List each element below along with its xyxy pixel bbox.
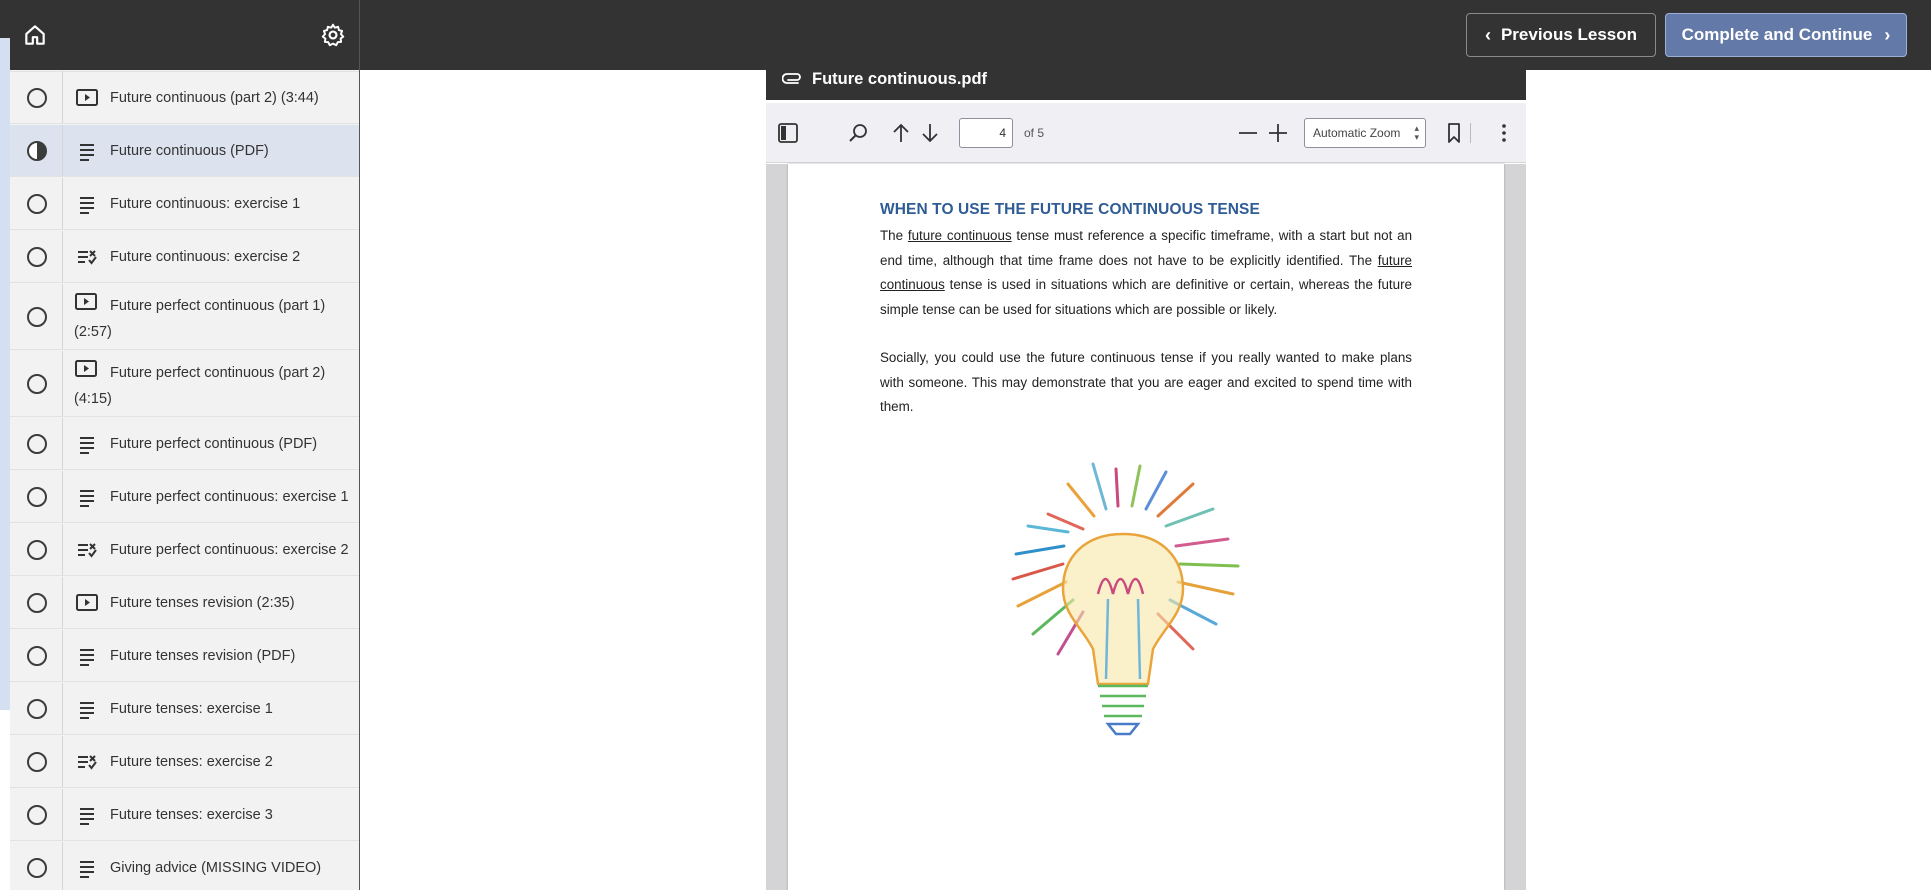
sidebar-lesson-item[interactable] <box>10 125 360 177</box>
zoom-select[interactable] <box>1304 118 1426 148</box>
text-lines-icon <box>75 805 99 825</box>
divider <box>62 471 63 522</box>
sidebar-lesson-title: Future perfect continuous (part 1) (2:57) <box>74 297 326 340</box>
sidebar-lesson-title: Future perfect continuous (part 2) (4:15) <box>74 364 326 407</box>
page-heading: WHEN TO USE THE FUTURE CONTINUOUS TENSE <box>880 201 1260 218</box>
status-circle-icon <box>27 752 47 772</box>
sidebar-lesson-item[interactable] <box>10 471 360 523</box>
quiz-icon <box>75 540 99 560</box>
zoom-in-icon[interactable] <box>1266 121 1290 145</box>
quiz-icon <box>75 752 99 772</box>
sidebar-lesson-title: Future perfect continuous: exercise 2 <box>110 541 349 558</box>
text-lines-icon <box>75 646 99 666</box>
zoom-out-icon[interactable] <box>1236 121 1260 145</box>
sidebar-lesson-title: Future perfect continuous (PDF) <box>110 435 318 452</box>
pdf-viewer-area[interactable] <box>766 164 1526 890</box>
sidebar-lesson-title: Future tenses: exercise 1 <box>110 700 273 717</box>
find-icon[interactable] <box>846 121 870 145</box>
sidebar-accent-strip <box>0 38 10 710</box>
p1-text-e: tense is used in situations which are definitive or certain, whereas the future simple tense can be used for situations which are possible or likely. <box>880 277 1412 317</box>
paragraph-2: Socially, you could use the future continuous tense if you really wanted to make plans with someone. This may demonstrate that you are eager and excited to spend time with them. <box>880 350 1412 415</box>
sidebar-lesson-title: Future tenses: exercise 3 <box>110 806 273 823</box>
toolbar-separator <box>1470 123 1471 143</box>
divider <box>62 70 63 71</box>
divider <box>62 418 63 469</box>
sidebar-lesson-title: Future tenses: exercise 2 <box>110 753 273 770</box>
video-icon <box>74 359 98 387</box>
status-circle-icon <box>27 858 47 878</box>
sidebar-lesson-item[interactable] <box>10 284 360 350</box>
sidebar-lesson-item[interactable] <box>10 524 360 576</box>
page-number-input[interactable] <box>959 118 1013 148</box>
sidebar-lesson-title-wrap <box>74 292 354 344</box>
status-circle-icon <box>27 247 47 267</box>
divider <box>62 789 63 840</box>
p1-text-a: The <box>880 228 908 243</box>
zoom-value: Automatic Zoom <box>1313 126 1401 140</box>
sidebar-lesson-title: Future perfect continuous: exercise 1 <box>110 488 349 505</box>
sidebar-lesson-item[interactable] <box>10 178 360 230</box>
paragraph-1 <box>880 224 1412 322</box>
video-icon <box>75 88 99 108</box>
text-lines-icon <box>75 858 99 878</box>
pdf-toolbar <box>766 103 1526 163</box>
more-tools-icon[interactable] <box>1492 121 1516 145</box>
page-count-label: of 5 <box>1024 126 1045 140</box>
divider <box>62 284 63 349</box>
sidebar-lesson-title-wrap <box>74 359 354 411</box>
divider <box>62 630 63 681</box>
home-icon[interactable] <box>22 22 48 48</box>
sidebar-lesson-item[interactable] <box>10 231 360 283</box>
half-circle-progress-icon <box>27 141 47 161</box>
p1-link-future-continuous-2: future continuous <box>880 252 1412 293</box>
divider <box>62 72 63 123</box>
pdf-title-bar <box>766 58 1526 100</box>
sidebar-lesson-title: Giving advice (MISSING VIDEO) <box>110 859 322 876</box>
sidebar-lesson-item[interactable] <box>10 736 360 788</box>
text-lines-icon <box>75 434 99 454</box>
sidebar-divider <box>359 0 360 890</box>
status-circle-icon <box>27 593 47 613</box>
sidebar-lesson-title: Future continuous: exercise 1 <box>110 195 301 212</box>
sidebar-lesson-item[interactable] <box>10 418 360 470</box>
sidebar-lesson-item[interactable] <box>10 577 360 629</box>
previous-lesson-label: Previous Lesson <box>1500 25 1638 44</box>
divider <box>62 842 63 890</box>
text-lines-icon <box>75 487 99 507</box>
arrow-down-icon[interactable] <box>918 121 942 145</box>
status-circle-icon <box>27 307 47 327</box>
lesson-sidebar[interactable] <box>10 70 360 890</box>
sidebar-lesson-title: Future continuous (part 2) (3:44) <box>110 89 319 106</box>
divider <box>62 736 63 787</box>
sidebar-lesson-item[interactable] <box>10 630 360 682</box>
text-lines-icon <box>75 141 99 161</box>
sidebar-lesson-item[interactable] <box>10 351 360 417</box>
arrow-up-icon[interactable] <box>889 121 913 145</box>
sidebar-lesson-item[interactable] <box>10 789 360 841</box>
status-circle-icon <box>27 374 47 394</box>
quiz-icon <box>75 247 99 267</box>
divider <box>62 683 63 734</box>
divider <box>62 178 63 229</box>
video-icon <box>75 593 99 613</box>
divider <box>62 125 63 176</box>
chevron-left-icon: ‹ <box>1484 25 1491 45</box>
lightbulb-illustration <box>908 454 1368 804</box>
sidebar-lesson-item[interactable] <box>10 842 360 890</box>
select-arrows-icon: ▴ ▾ <box>1414 123 1419 142</box>
divider <box>62 524 63 575</box>
status-circle-icon <box>27 805 47 825</box>
sidebar-lesson-title: Future continuous (PDF) <box>110 142 269 159</box>
video-icon <box>74 292 98 320</box>
divider <box>62 231 63 282</box>
text-lines-icon <box>75 699 99 719</box>
chevron-right-icon: › <box>1884 25 1891 45</box>
divider <box>62 351 63 416</box>
sidebar-lesson-title: Future tenses revision (2:35) <box>110 594 295 611</box>
divider <box>62 577 63 628</box>
paperclip-icon <box>782 69 804 90</box>
status-circle-icon <box>27 646 47 666</box>
sidebar-lesson-item[interactable] <box>10 683 360 735</box>
status-circle-icon <box>27 487 47 507</box>
sidebar-lesson-title: Future continuous: exercise 2 <box>110 248 301 265</box>
sidebar-lesson-title: Future tenses revision (PDF) <box>110 647 296 664</box>
pdf-filename: Future continuous.pdf <box>812 69 988 88</box>
pdf-page <box>788 164 1504 890</box>
status-circle-icon <box>27 434 47 454</box>
status-circle-icon <box>27 194 47 214</box>
status-circle-icon <box>27 540 47 560</box>
gear-icon[interactable] <box>320 22 346 48</box>
sidebar-lesson-item[interactable] <box>10 72 360 124</box>
complete-and-continue-label: Complete and Continue <box>1681 25 1873 44</box>
previous-lesson-button[interactable] <box>1466 13 1656 57</box>
text-lines-icon <box>75 194 99 214</box>
bookmark-icon[interactable] <box>1442 121 1466 145</box>
status-circle-icon <box>27 88 47 108</box>
p1-link-future-continuous: future continuous <box>907 228 1012 243</box>
sidebar-toggle-icon[interactable] <box>776 121 800 145</box>
status-circle-icon <box>27 699 47 719</box>
p1-text-c: tense must reference a specific timeframe, with a start but not an end time, although that time frame does not have to be explicitly identified. The <box>880 228 1413 268</box>
complete-and-continue-button[interactable] <box>1665 13 1907 57</box>
